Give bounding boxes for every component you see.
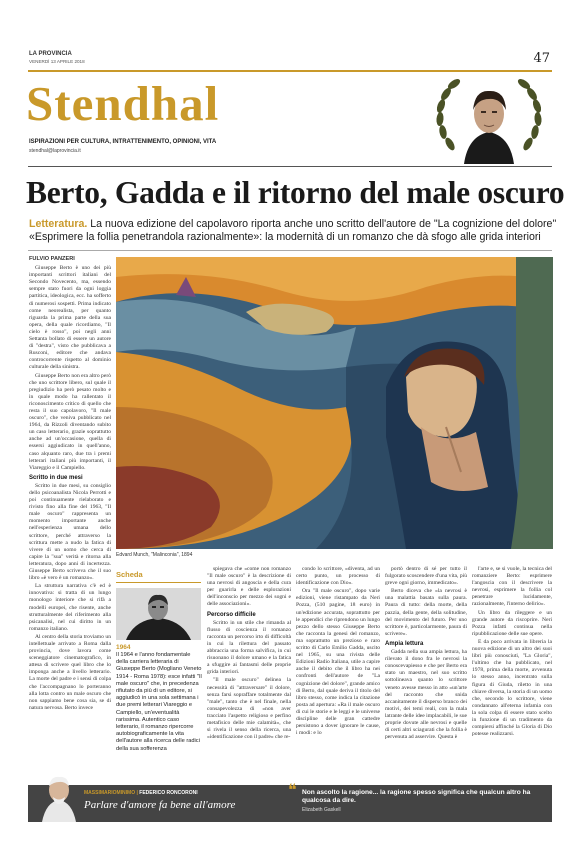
headline: Berto, Gadda e il ritorno del male oscuro bbox=[26, 175, 565, 210]
footer-quote: Non ascolto la ragione... la ragione spesso significa che qualcun altro ha qualcosa da dire. bbox=[302, 789, 531, 804]
issue-date: VENERDÌ 13 APRILE 2018 bbox=[29, 59, 85, 64]
article-column-4 bbox=[296, 566, 380, 822]
paragraph-subhead: Scritto in due mesi bbox=[29, 474, 83, 481]
columnist-label: MASSIMARIOMINIMO | FEDERICO RONCORONI bbox=[84, 790, 198, 796]
body-paragraph: Gadda nella sua ampia lettura, ha rilevato il dono fra le nevrosi la conoscevapiesso e che per Berto era stato un maestro, nel suo scritto sottolineava quanto lo scrittore veneto avesse messo in atto «un'arte del racconto che snida accanitamente il disperso branco dei motivi, dei temi reali, con la mala latrante delle idee implacabili, le sue proprie dovute alle nevrosi e quelle di certi altri sciagurati che la follia è pervenuta ad asservire. Questa è bbox=[385, 649, 467, 741]
byline: FULVIO PANZERI bbox=[29, 256, 75, 262]
quote-author: Elizabeth Gaskell bbox=[302, 807, 341, 813]
kicker: Letteratura. bbox=[29, 218, 88, 230]
body-paragraph: Al centro della storia troviamo un intellettuale arrivato a Roma dalla provincia, dove lavora come sceneggiatore cinematografico, in attesa di scrivere quel libro che lo imponga anche a livello letterario. La morte del padre e i sensi di colpa che l'accompagnano lo porteranno alla lotta contro un male oscuro che non sappiamo bene cosa sia, se di natura nervosa. Berto invece bbox=[29, 633, 111, 711]
painting-caption: Edvard Munch, "Malinconia", 1894 bbox=[116, 552, 193, 558]
top-rule bbox=[28, 70, 552, 72]
section-tagline: ISPIRAZIONI PER CULTURA, INTRATTENIMENTO, OPINIONI, VITA bbox=[29, 139, 217, 145]
section-email: stendhal@laprovincia.it bbox=[29, 148, 81, 154]
page-number: 47 bbox=[533, 51, 550, 66]
subhead bbox=[29, 218, 557, 243]
section-title: Stendhal bbox=[26, 76, 220, 131]
body-paragraph: Berto diceva che «la nevrosi è una malattia basata sulla paura. Paura di tutto: della morte, della pazzia, della gente, della solitudine, del movimento del futuro. Per uno scrittore è, particolarmente, paura di scrivere». bbox=[385, 588, 467, 637]
scheda-title: Scheda bbox=[116, 570, 143, 579]
body-paragraph: Ora "Il male oscuro", dopo varie edizioni, viene ristampato da Neri Pozza, (510 pagine, 18 euro) in un'edizione accurata, soprattutto per le appendici che riprendono un lungo pezzo dello stesso Giuseppe Berto che racconta la genesi del romanzo, ma soprattutto un prezioso e raro scritto di Carlo Emilio Gadda, uscito nel 1965, su una rivista delle Edizioni Radio Italiana, utile a capire anche il debito che il libro ha nei confronti dell'autore de "La cognizione del dolore", grande amico di Berto, dal quale deriva il titolo del libro stesso, come indica la citazione posta ad apertura: «Ra il male oscuro di cui le storie e le leggi e le universe discipline delle gran cattedre persistono a dover ignorare le cause, i modi: e lo bbox=[296, 588, 380, 737]
munch-painting bbox=[116, 257, 553, 549]
subhead-rule bbox=[28, 250, 552, 251]
article-column-3 bbox=[207, 566, 291, 822]
body-paragraph: l'arte e, se si vuole, la tecnica del romanziere Berto: esprimere l'angoscia con il descrivere la nevrosi, esprimere la follia col penetrare lucidamente, razionalmente, l'interno delirio». bbox=[472, 566, 552, 608]
body-paragraph: La struttura narrativa c'è ed è innovativa: si tratta di un lungo monologo interiore che si rifà a modelli europei, che risente, anche strutturalmente del riferimento alla psicanalisi, nel cui diritto in un romanzo italiano. bbox=[29, 583, 111, 632]
body-paragraph: E da poco arrivata in libreria la nuova edizione di un altro dei suoi libri più conosciuti, "La Gloria", l'ultimo che ha pubblicato, nel 1978, prima della morte, avvenuta lo stesso anno, incentrato sulla figura di Giuda, riletto in una chiave diversa, la storia di un uomo che, secondo lo scrittore, viene condannato all'eterna infamia con la sola colpa di essere stato scelto in funzione di un tradimento da compiersi affinché la Gloria di Dio potesse realizzarsi. bbox=[472, 638, 552, 738]
scheda-year: 1964 bbox=[116, 644, 131, 651]
body-paragraph: portò dentro di sé per tutto il fulgorato scoscendere d'una vita, più greve ogni giorno, immedicato». bbox=[385, 566, 467, 587]
article-column-6 bbox=[472, 566, 552, 822]
quote-mark-icon: ❝ bbox=[288, 780, 297, 799]
paragraph-subhead: Percorso difficile bbox=[207, 611, 256, 618]
author-portrait bbox=[428, 74, 550, 164]
subhead-line-1: La nuova edizione del capolavoro riporta anche uno scritto dell'autore de "La cognizione del dolore" bbox=[87, 218, 557, 230]
columnist-series: MASSIMARIOMINIMO bbox=[84, 790, 136, 796]
body-paragraph: spiegava che «come non romanzo "Il male oscuro" è la descrizione di una nevrosi di angoscia e della cura per guarirla e delle esplorazioni dell'inconscio per mezzo dei sogni e delle associazioni». bbox=[207, 566, 291, 608]
newspaper-name: LA PROVINCIA bbox=[29, 51, 72, 57]
article-column-1 bbox=[29, 256, 111, 822]
columnist-name: FEDERICO RONCORONI bbox=[139, 790, 198, 796]
article-column-5 bbox=[385, 566, 467, 822]
scheda-text: Il 1964 e l'anno fondamentale della carriera letteraria di Giuseppe Berto (Mogliano Veneto 1914 - Roma 1978): esce infatti "Il male oscuro" che, in precedenza rifiutato da più di un editore, si aggiudicò in una sola settimana i due premi letterari Viareggio e Campiello, un'eventualità rarissima. Autentico caso letterario, il romanzo ripercorre autobiograficamente la vita dell'autore alla ricerca delle radici della sua sofferenza bbox=[116, 652, 202, 752]
berto-photo bbox=[116, 588, 201, 640]
body-paragraph: Giuseppe Berto è uno dei più importanti scrittori italiani del Secondo Novecento, ma, essendo sempre stato fuori da ogni loggia partitica, ideologica, ecc. ha sofferto di numerosi sospetti. Prima indicato come neorealista, per quanto riguarda la prima parte della sua opera, della quale ricordiamo, "Il cielo è rosso", poi negli anni Settanta bollato di essere un autore di "destra", visto che pubblicava a Rusconi, editore che andava controcorrente rispetto al dominio culturale della sinistra. bbox=[29, 265, 111, 371]
body-paragraph: Scritto in due mesi, su consiglio dello psicoanalista Nicola Perrotti e poi continuamente rielaborato e rivisto fino alla fine del 1963, "Il male oscuro" rappresenta un momento importante anche nell'esperienza umana dello scrittore, perché attraverso la scrittura mette a nudo la fatica di vivere di un uomo che cerca di capire la "sua" verità e ritorna alla letteratura, dopo anni di incertezza. Giuseppe Berto scriveva che il suo libro «è vero è un romanzo». bbox=[29, 482, 111, 582]
paragraph-subhead: Ampia lettura bbox=[385, 640, 424, 647]
header-rule bbox=[28, 166, 552, 167]
column-title: Parlare d'amore fa bene all'amore bbox=[84, 799, 236, 811]
body-paragraph: Un libro da rileggere e un grande autore da riscoprire. Neri Pozza infatti continua nella ripubblicazione delle sue opere. bbox=[472, 609, 552, 637]
body-paragraph: Scritto in un stile che rimanda al flusso di coscienza il romanzo racconta un percorso irto di difficoltà in cui la rilettura del passato abbraccia una forma salvifica, in cui risuonano il dolore umano e la fatica a sfuggire ai fantasmi delle proprie grida interiori. bbox=[207, 619, 291, 676]
body-paragraph: condo lo scrittore, «diventa, ad un certo punto, un processo di identificazione con Dio». bbox=[296, 566, 380, 587]
body-paragraph: "Il male oscuro" delinea la necessità di "attraversare" il dolore, senza farsi sopraffare totalmente dal "male", tanto che è nel finale, nella consapevolezza di «non aver tracciato l'aspetto religioso e perfino metafisico delle mie calamità», che si rivela il senso della ricerca, una «identificazione con il padre» che re- bbox=[207, 677, 291, 741]
columnist-portrait bbox=[40, 772, 78, 822]
body-paragraph: Giuseppe Berto non era altro però che uno scrittore libero, sul quale il pregiudizio ha però pesato molto e in quale modo ha rallentato il riconoscimento critico di quello che resta il suo capolavoro, "Il male oscuro", che veniva pubblicato nel 1964, da Rizzoli diventando subito un caso letterario, grazie soprattutto anche ad un'occasione, quella di essersi aggiudicato in quell'anno, caso alquanto raro, due tra i premi letterari italiani più importanti, il Viareggio e il Campiello. bbox=[29, 372, 111, 471]
scheda-rule bbox=[116, 582, 201, 583]
subhead-line-2: «Esprimere la follia penetrandola razionalmente»: la modernità di un romanzo che dà sfogo alle grida interiori bbox=[29, 230, 541, 243]
